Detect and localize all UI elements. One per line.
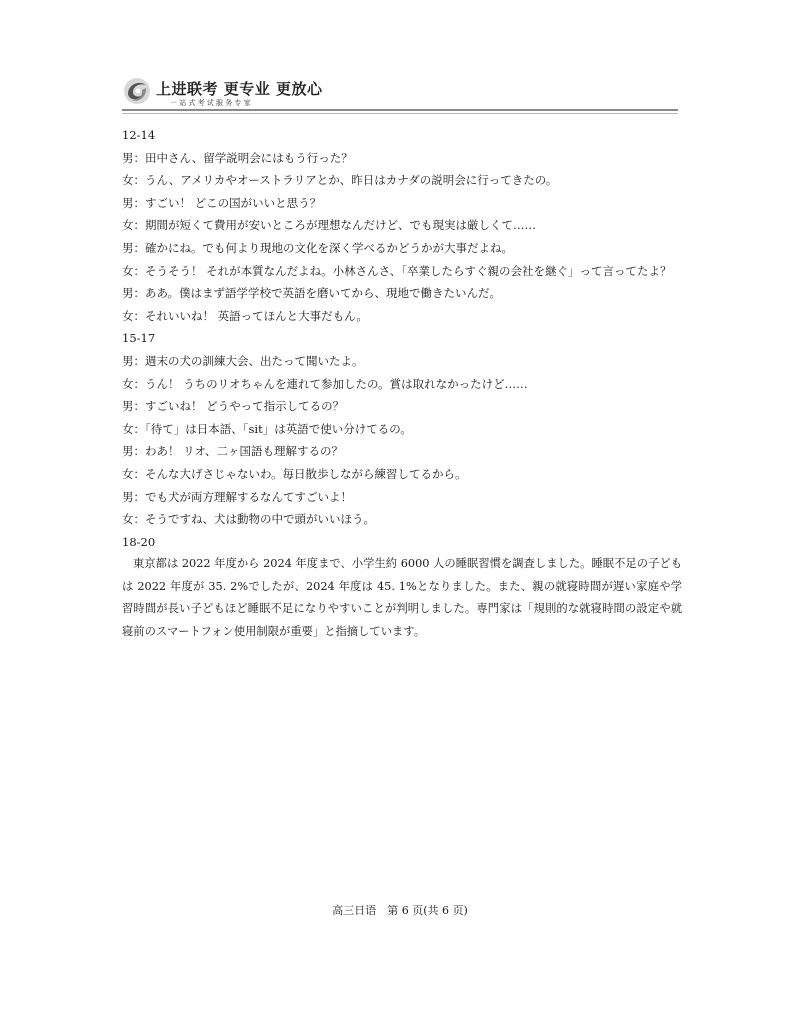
section-12-14 bbox=[122, 124, 682, 327]
section-number: 15-17 bbox=[122, 331, 156, 346]
dialogue-line: 男：わあ！ リオ、二ヶ国語も理解するの？ bbox=[122, 444, 344, 459]
swirl-logo-icon bbox=[122, 76, 152, 106]
dialogue-line: 女：そうですね、犬は動物の中で頭がいいほう。 bbox=[122, 512, 375, 527]
transcript-content bbox=[122, 124, 682, 644]
section-number: 18-20 bbox=[122, 534, 156, 549]
dialogue-line: 男：ああ。僕はまず語学学校で英語を磨いてから、現地で働きたいんだ。 bbox=[122, 286, 502, 301]
dialogue-line: 女：期間が短くて費用が安いところが理想なんだけど、でも現実は厳しくて…… bbox=[122, 218, 536, 233]
section-number: 12-14 bbox=[122, 128, 156, 142]
page-header bbox=[122, 76, 678, 116]
dialogue-line: 男：田中さん、留学説明会にはもう行った？ bbox=[122, 150, 353, 165]
dialogue-line: 女：そうそう！ それが本質なんだよね。小林さんさ、「卒業したらすぐ親の会社を継ぐ」って言ってたよ？ bbox=[122, 263, 672, 278]
section-15-17 bbox=[122, 327, 682, 530]
section-18-20 bbox=[122, 531, 682, 644]
brand-tagline: 一站式考试服务专家 bbox=[170, 99, 253, 107]
dialogue-line: 女：そんな大げさじゃないわ。毎日散歩しながら練習してるから。 bbox=[122, 466, 467, 481]
header-divider bbox=[122, 109, 678, 111]
page-footer: 高三日语 第 6 页(共 6 页) bbox=[332, 904, 468, 917]
dialogue-line: 男：でも犬が両方理解するなんてすごいよ！ bbox=[122, 489, 352, 504]
dialogue-line: 男：すごい！ どこの国がいいと思う？ bbox=[122, 195, 322, 210]
monologue-paragraph: 東京都は 2022 年度から 2024 年度まで、小学生約 6000 人の睡眠習慣を調査しました。睡眠不足の子どもは 2022 年度が 35. 2%でしたが、2024 年度は 45. 1%となりました。また、親の就寝時間が遅い家庭や学習時間が長い子どもほど睡眠不足になりやすいことが判明しました。専門家は「規則的な就寝時間の設定や就寝前のスマートフォン使用制限が重要」と指摘しています。 bbox=[122, 557, 682, 639]
header-divider-thin bbox=[122, 113, 678, 114]
dialogue-line: 女：「待て」は日本語、「sit」は英語で使い分けてるの。 bbox=[122, 421, 412, 436]
dialogue-line: 女：うん！ うちのリオちゃんを連れて参加したの。賞は取れなかったけど…… bbox=[122, 376, 528, 391]
dialogue-line: 男：確かにね。でも何より現地の文化を深く学べるかどうかが大事だよね。 bbox=[122, 240, 513, 255]
dialogue-line: 男：週末の犬の訓練大会、出たって聞いたよ。 bbox=[122, 353, 364, 368]
dialogue-line: 女：うん、アメリカやオーストラリアとか、昨日はカナダの説明会に行ってきたの。 bbox=[122, 173, 558, 188]
brand-slogan: 上进联考 更专业 更放心 bbox=[156, 80, 323, 98]
dialogue-line: 男：すごいね！ どうやって指示してるの？ bbox=[122, 399, 345, 414]
dialogue-line: 女：それいいね！ 英語ってほんと大事だもん。 bbox=[122, 308, 368, 323]
